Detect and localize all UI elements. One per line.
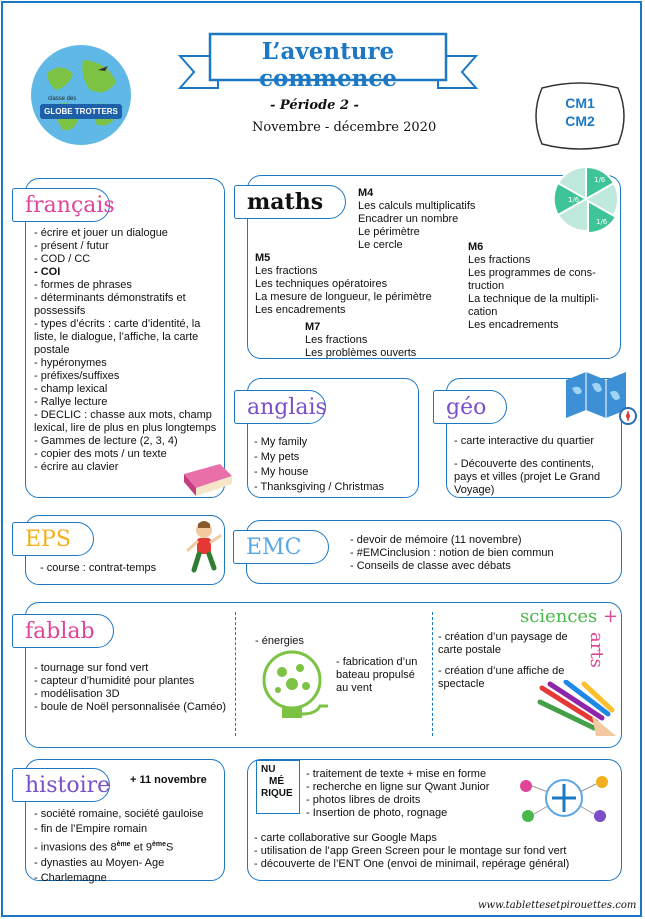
fraction-label: 1/6	[568, 196, 580, 204]
list-item: - modélisation 3D	[34, 688, 230, 701]
list-item: - photos libres de droits	[306, 794, 489, 807]
list-item: - Charlemagne	[34, 871, 220, 886]
list-item: Les calculs multiplicatifs	[358, 200, 476, 212]
list-item: - Rallye lecture	[34, 396, 220, 409]
list-item: - My family	[254, 435, 384, 450]
list-item: truction	[468, 280, 505, 292]
francais-title	[12, 188, 115, 222]
list-item: - carte interactive du quartier	[454, 435, 618, 448]
list-item: Les fractions	[255, 265, 318, 277]
list-item: - #EMCinclusion : notion de bien commun	[350, 547, 554, 560]
footer-url[interactable]: www.tablettesetpirouettes.com	[478, 900, 637, 911]
list-item: - formes de phrases	[34, 279, 220, 292]
energies-label: - énergies	[255, 635, 304, 647]
m4-title: M4	[358, 187, 374, 199]
list-item: - Conseils de classe avec débats	[350, 560, 554, 573]
map-icon	[562, 366, 640, 428]
title-banner	[178, 26, 478, 96]
emc-title-text: EMC	[246, 534, 302, 560]
m5-list	[255, 265, 432, 317]
geo-list	[454, 435, 618, 497]
list-item: - Découverte des continents, pays et villes (projet Le Grand Voyage)	[454, 458, 618, 497]
list-item: - hypéronymes	[34, 357, 220, 370]
logo-small-text: classe des	[48, 96, 77, 102]
list-item: - course : contrat-temps	[40, 562, 156, 575]
histoire-title-text: histoire	[25, 772, 111, 798]
geo-title	[433, 390, 507, 424]
anglais-title	[234, 390, 326, 424]
logo-banner: GLOBE TROTTERS	[40, 104, 122, 119]
badge-line: MÉ	[269, 776, 284, 787]
fablab-title	[12, 614, 114, 648]
list-item: - écrire au clavier	[34, 461, 220, 474]
list-item: - My house	[254, 465, 384, 480]
list-item: Le cercle	[358, 239, 403, 251]
list-item: - préfixes/suffixes	[34, 370, 220, 383]
maths-title	[234, 185, 346, 219]
list-item: - recherche en ligne sur Qwant Junior	[306, 781, 489, 794]
list-item: - Insertion de photo, rognage	[306, 807, 489, 820]
list-item: - capteur d’humidité pour plantes	[34, 675, 230, 688]
fraction-label: 1/6	[594, 176, 606, 184]
list-item: - Gammes de lecture (2, 3, 4)	[34, 435, 220, 448]
list-item: - dynasties au Moyen- Age	[34, 856, 220, 871]
list-item: - My pets	[254, 450, 384, 465]
emc-list	[350, 534, 554, 573]
list-item: Les encadrements	[255, 304, 346, 316]
list-item: - copier des mots / un texte	[34, 448, 220, 461]
list-item: - COD / CC	[34, 253, 220, 266]
list-item: - devoir de mémoire (11 novembre)	[350, 534, 554, 547]
anglais-list	[254, 435, 384, 495]
eps-title	[12, 522, 94, 556]
sciences-title	[520, 606, 618, 627]
list-item: Les fractions	[468, 254, 531, 266]
list-item: Les techniques opératoires	[255, 278, 388, 290]
dates-label: Novembre - décembre 2020	[252, 120, 437, 135]
m6-title: M6	[468, 241, 484, 253]
list-item: - types d’écrits : carte d’identité, la liste, le dialogue, l’affiche, la carte postale	[34, 318, 220, 357]
badge-line: NU	[261, 764, 276, 775]
sciences-title-text: sciences	[520, 606, 598, 627]
emc-title	[233, 530, 329, 564]
fraction-circle-icon	[548, 164, 628, 234]
list-item: - écrire et jouer un dialogue	[34, 227, 220, 240]
numerique-badge	[256, 760, 300, 814]
francais-list	[34, 227, 220, 474]
list-item: - création d’une affiche de spectacle	[438, 665, 584, 691]
bateau-text: - fabrication d’un bateau propulsé au vent	[336, 656, 418, 694]
list-item: - découverte de l’ENT One (envoi de minimail, repérage général)	[254, 858, 620, 871]
badge-line: RIQUE	[261, 788, 293, 799]
list-item: - invasions des 8ème et 9èmeS	[34, 837, 220, 856]
list-item: - société romaine, société gauloise	[34, 807, 220, 822]
list-item: - carte collaborative sur Google Maps	[254, 832, 620, 845]
geo-title-text: géo	[446, 394, 487, 420]
runner-icon	[184, 520, 224, 580]
m7-list	[305, 334, 416, 360]
list-item: Les problèmes ouverts	[305, 347, 417, 359]
level-cm2: CM2	[565, 113, 595, 129]
list-item: - champ lexical	[34, 383, 220, 396]
histoire-list	[34, 807, 220, 886]
list-item: - utilisation de l’app Green Screen pour le montage sur fond vert	[254, 845, 620, 858]
plus-sign: +	[603, 606, 619, 627]
book-icon	[180, 458, 236, 500]
m6-list	[468, 254, 599, 332]
levels-badge	[528, 80, 632, 152]
list-item: - présent / futur	[34, 240, 220, 253]
m5-title: M5	[255, 252, 271, 264]
m7-title: M7	[305, 321, 321, 333]
touch-network-icon	[516, 768, 612, 828]
list-item: - DECLIC : chasse aux mots, champ lexical, lire de plus en plus longtemps	[34, 409, 220, 435]
list-item: - déterminants démonstratifs et possessifs	[34, 292, 220, 318]
list-item: Le périmètre	[358, 226, 420, 238]
list-item: - traitement de texte + mise en forme	[306, 768, 489, 781]
eps-list	[40, 562, 156, 575]
lightbulb-icon	[258, 650, 332, 726]
period-label: - Période 2 -	[270, 98, 359, 113]
maths-title-text: maths	[247, 189, 324, 215]
list-item: La mesure de longueur, le périmètre	[255, 291, 432, 303]
m4-list	[358, 200, 475, 252]
list-item: La technique de la multipli-	[468, 293, 599, 305]
divider	[432, 612, 433, 736]
list-item: Encadrer un nombre	[358, 213, 459, 225]
pencils-icon	[536, 680, 620, 742]
level-cm1: CM1	[565, 95, 595, 111]
fablab-list	[34, 662, 230, 714]
list-item: - création d’un paysage de carte postale	[438, 631, 584, 657]
list-item: - fin de l’Empire romain	[34, 822, 220, 837]
francais-title-text: français	[25, 192, 115, 218]
page-title: L’aventure commence	[258, 38, 397, 92]
divider	[235, 612, 236, 736]
list-item: - tournage sur fond vert	[34, 662, 230, 675]
globe-logo	[28, 42, 134, 148]
fraction-label: 1/6	[596, 218, 608, 226]
list-item: Les programmes de cons-	[468, 267, 596, 279]
list-item: - boule de Noël personnalisée (Caméo)	[34, 701, 230, 714]
list-item: - COI	[34, 266, 220, 279]
histoire-title	[12, 768, 110, 802]
list-item: Les encadrements	[468, 319, 559, 331]
list-item: - Thanksgiving / Christmas	[254, 480, 384, 495]
numerique-list-top	[306, 768, 489, 820]
eps-title-text: EPS	[25, 526, 71, 552]
anglais-title-text: anglais	[247, 394, 327, 420]
list-item: cation	[468, 306, 498, 318]
arts-title: arts	[586, 632, 607, 668]
fablab-title-text: fablab	[25, 618, 95, 644]
list-item: Les fractions	[305, 334, 368, 346]
histoire-note: + 11 novembre	[130, 774, 207, 786]
numerique-list-bottom	[254, 832, 620, 871]
